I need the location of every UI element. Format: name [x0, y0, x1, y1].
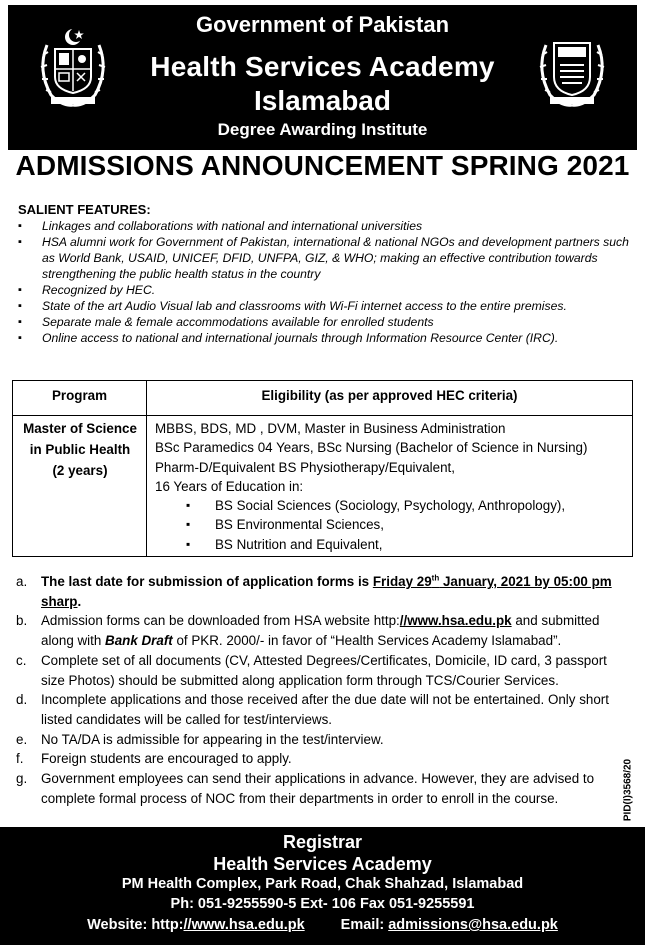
term-text: The last date for submission of application forms is [41, 574, 373, 589]
term-text: and submitted along with [41, 613, 600, 649]
term-text: Incomplete applications and those received after the due date will not be entertained. Only short listed candidates will be called for test/interviews. [41, 692, 609, 727]
term-text: No TA/DA is admissible for appearing in the test/interview. [41, 731, 384, 747]
feature-item: ▪ Recognized by HEC. [18, 282, 638, 298]
hsa-logo-icon [532, 25, 612, 110]
bank-draft-text: Bank Draft [105, 633, 173, 649]
eligibility-criteria [155, 419, 628, 554]
table-row-divider [13, 415, 632, 416]
eligibility-line: Pharm-D/Equivalent BS Physiotherapy/Equivalent, [155, 459, 455, 475]
announcement-title: ADMISSIONS ANNOUNCEMENT SPRING 2021 [15, 150, 630, 181]
term-text: Foreign students are encouraged to apply. [41, 751, 292, 767]
eligibility-subitem: ▪ BS Social Sciences (Sociology, Psychology, Anthropology), [186, 496, 628, 515]
term-text: . [77, 593, 82, 609]
footer-institution: Health Services Academy [213, 854, 432, 874]
features-list [18, 218, 638, 346]
feature-item: ▪ Separate male & female accommodations available for enrolled students [18, 314, 638, 330]
deadline-suffix: th [431, 573, 440, 583]
term-item [16, 651, 628, 690]
program-line: (2 years) [52, 463, 108, 478]
term-item [16, 749, 628, 769]
city-title: Islamabad [254, 85, 391, 116]
footer-phone: Ph: 051-9255590-5 Ext- 106 Fax 051-9255591 [170, 896, 475, 912]
program-line: in Public Health [29, 442, 131, 457]
term-item [16, 611, 628, 650]
feature-item: ▪ State of the art Audio Visual lab and classrooms with Wi-Fi internet access to the entire premises. [18, 298, 638, 314]
term-letter: f. [16, 751, 24, 767]
term-letter: e. [16, 731, 28, 747]
term-letter: g. [16, 771, 28, 787]
program-name [19, 418, 141, 481]
features-heading: SALIENT FEATURES: [18, 202, 151, 217]
term-letter: d. [16, 692, 28, 708]
footer-website-link[interactable]: //www.hsa.edu.pk [183, 917, 305, 933]
institution-title: Health Services Academy [150, 51, 495, 82]
footer-address: PM Health Complex, Park Road, Chak Shahzad, Islamabad [121, 876, 524, 892]
eligibility-line: 16 Years of Education in: [155, 478, 304, 494]
term-item [16, 690, 628, 729]
pid-text: PID(I)3568/20 [622, 758, 634, 822]
eligibility-subitem: ▪ BS Environmental Sciences, [186, 515, 628, 534]
feature-item: ▪ Linkages and collaborations with national and international universities [18, 218, 638, 234]
term-item [16, 730, 628, 750]
term-text: Admission forms can be downloaded from HSA website http: [41, 613, 400, 629]
registrar-label: Registrar [282, 832, 363, 852]
eligibility-table [12, 380, 633, 557]
table-column-divider [146, 381, 147, 556]
eligibility-subitem: ▪ BS Nutrition and Equivalent, [186, 535, 628, 554]
term-letter: a. [16, 574, 28, 589]
program-line: Master of Science [23, 421, 137, 436]
eligibility-line: BSc Paramedics 04 Years, BSc Nursing (Bachelor of Science in Nursing) [155, 440, 588, 456]
footer-banner [0, 827, 645, 945]
government-title: Government of Pakistan [195, 12, 450, 37]
table-header-eligibility: Eligibility (as per approved HEC criteria) [261, 388, 518, 403]
terms-list [16, 572, 628, 808]
website-link[interactable]: //www.hsa.edu.pk [399, 613, 512, 629]
footer-email-link[interactable]: admissions@hsa.edu.pk [388, 917, 558, 933]
deadline-day: Friday 29 [372, 574, 432, 589]
term-text: Government employees can send their applications in advance. However, they are advised to complete formal process of NOC from their departments in order to enroll in the course. [41, 771, 595, 806]
feature-item: ▪ Online access to national and international journals through Information Resource Center (IRC). [18, 330, 638, 346]
table-header-program: Program [51, 388, 108, 403]
term-text: Complete set of all documents (CV, Attested Degrees/Certificates, Domicile, ID card, 3 passport size Photos) should be submitted along application form through TCS/Courier Services. [41, 652, 607, 688]
term-letter: c. [16, 652, 27, 668]
salient-features [18, 202, 638, 346]
pid-code [608, 740, 645, 840]
eligibility-line: MBBS, BDS, MD , DVM, Master in Business Administration [155, 421, 506, 436]
email-label: Email: [340, 917, 389, 933]
deadline-rest: January, 2021 by 05:00 pm sharp [41, 574, 612, 609]
website-label: Website: http: [87, 917, 184, 933]
footer-contact [0, 917, 645, 933]
header-banner [8, 5, 637, 150]
institution-tagline: Degree Awarding Institute [217, 120, 428, 139]
term-item [16, 769, 628, 808]
term-item [16, 572, 628, 611]
term-letter: b. [16, 613, 28, 629]
term-text: of PKR. 2000/- in favor of “Health Services Academy Islamabad”. [172, 633, 562, 649]
feature-item: ▪ HSA alumni work for Government of Pakistan, international & national NGOs and development partners such as World Bank, USAID, UNICEF, DFID, UNFPA, GIZ, & WHO; making an effective contribution towards strengthening the public health status in the country [18, 234, 638, 282]
